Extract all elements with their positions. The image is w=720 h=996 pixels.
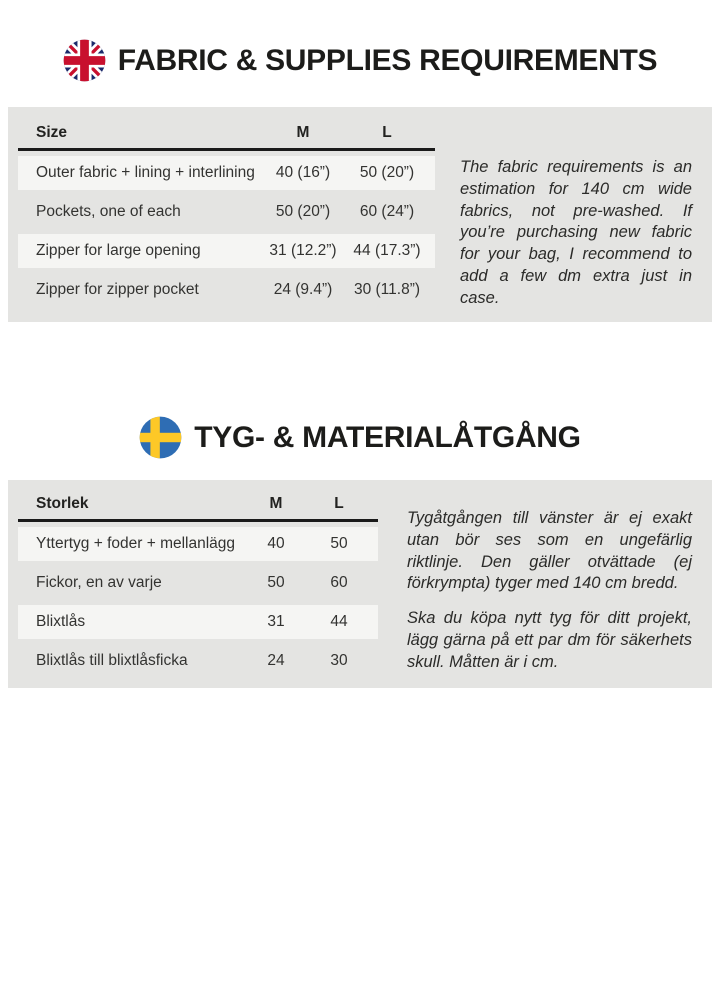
header-cell-size: Size — [36, 123, 68, 141]
tygatgang-note-paragraph-1: Tygåtgången till vänster är ej exakt utan bör ses som en ungefärlig riktlinje. Den gäller otvättade (ej förkrympta) tyger med 140 cm bredd. — [407, 509, 692, 593]
uk-flag-icon — [63, 39, 106, 82]
row-label: Fickor, en av varje — [36, 574, 162, 591]
pattern-instructions-page — [0, 36, 720, 996]
row-value-m: 24 — [267, 652, 285, 669]
row-value-l: 30 (11.8”) — [353, 281, 421, 298]
row-value-l: 50 — [330, 535, 348, 552]
header-cell-l: L — [382, 123, 392, 141]
tygatgang-note-block — [407, 508, 692, 673]
row-value-m: 24 (9.4”) — [273, 281, 333, 298]
row-value-l: 50 (20”) — [359, 164, 415, 181]
row-label: Zipper for zipper pocket — [36, 281, 199, 298]
table-header-row — [18, 488, 378, 522]
english-section-heading — [0, 36, 720, 84]
row-value-l: 30 — [330, 652, 348, 669]
swedish-section-heading — [0, 413, 720, 461]
row-label: Yttertyg + foder + mellanlägg — [36, 535, 236, 552]
table-row — [18, 527, 378, 561]
table-row — [18, 566, 378, 600]
row-value-m: 31 — [267, 613, 285, 630]
table-row — [18, 195, 435, 229]
english-requirements-panel — [8, 107, 712, 322]
row-label: Pockets, one of each — [36, 203, 181, 220]
header-cell-l: L — [334, 494, 344, 512]
table-row — [18, 605, 378, 639]
row-label: Blixtlås till blixtlåsficka — [36, 652, 188, 669]
fabric-estimation-note: The fabric requirements is an estimation for 140 cm wide fabrics, not pre-washed. If you’re purchasing new fabric for your bag, I recommend to add a few dm extra just in case. — [460, 158, 692, 307]
row-value-m: 31 (12.2”) — [269, 242, 337, 259]
table-row — [18, 156, 435, 190]
tygatgang-note-paragraph-2: Ska du köpa nytt tyg för ditt projekt, lägg gärna på ett par dm för säkerhets skull. Måtten är i cm. — [407, 609, 692, 671]
row-label: Outer fabric + lining + interlining — [36, 164, 255, 181]
header-cell-storlek: Storlek — [36, 494, 89, 512]
row-value-l: 60 (24”) — [359, 203, 415, 220]
row-value-l: 60 — [330, 574, 348, 591]
row-value-m: 40 (16”) — [275, 164, 331, 181]
table-row — [18, 234, 435, 268]
header-cell-m: M — [296, 123, 310, 141]
table-row — [18, 644, 378, 678]
row-label: Zipper for large opening — [36, 242, 201, 259]
tygatgang-table — [18, 488, 378, 678]
row-value-l: 44 — [330, 613, 348, 630]
page-title-swedish: TYG- & MATERIALÅTGÅNG — [194, 420, 581, 454]
table-row — [18, 273, 435, 307]
row-value-m: 50 (20”) — [275, 203, 331, 220]
header-cell-m: M — [269, 494, 283, 512]
swedish-requirements-panel — [8, 480, 712, 688]
table-header-row — [18, 117, 435, 151]
row-value-l: 44 (17.3”) — [353, 242, 421, 259]
fabric-requirements-table — [18, 117, 435, 307]
sweden-flag-icon — [139, 416, 182, 459]
row-value-m: 40 — [267, 535, 285, 552]
page-title-english: FABRIC & SUPPLIES REQUIREMENTS — [117, 43, 658, 77]
row-label: Blixtlås — [36, 613, 86, 630]
row-value-m: 50 — [267, 574, 285, 591]
